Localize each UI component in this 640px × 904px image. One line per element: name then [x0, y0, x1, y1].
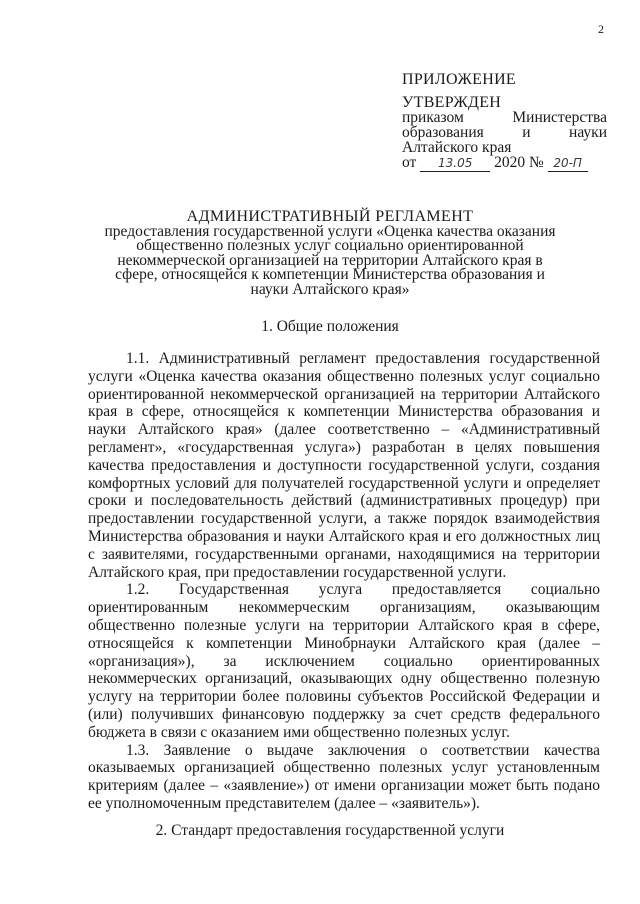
approved-by-order: приказом Министерства образования и науки Алтайского края — [402, 109, 607, 156]
title-subtitle: предоставления государственной услуги «Оценка качества оказания общественно полезных услуг социально ориентированной некоммерческой организацией на территории Алтайского края в сфере, относящейся к компетенции Министерства образования и науки Алтайского края» — [104, 222, 556, 298]
handwritten-date: 13.05 — [420, 156, 490, 172]
section-2-heading: 2. Стандарт предоставления государственной услуги — [155, 822, 505, 839]
approval-block — [402, 72, 607, 172]
page-number: 2 — [598, 22, 604, 36]
order-date-line — [402, 155, 607, 172]
approved-heading: УТВЕРЖДЕН — [402, 94, 502, 111]
document-title — [100, 210, 560, 298]
section-1-heading: 1. Общие положения — [261, 318, 399, 335]
date-prefix: от — [402, 154, 417, 171]
handwritten-order-number: 20-П — [548, 156, 588, 172]
section-1-body — [88, 350, 600, 813]
title-main: АДМИНИСТРАТИВНЫЙ РЕГЛАМЕНТ — [186, 208, 474, 225]
paragraph-1-2: 1.2. Государственная услуга предоставляется социально ориентированным некоммерческим организациям, оказывающим общественно полезные услуги на территории Алтайского края в сфере, относящейся к компетенции Минобрнауки Алтайского края (далее – «организация»), за исключением социально ориентированных некоммерческих организаций, оказывающих одну общественно полезную услугу на территории более половины субъектов Российской Федерации и (или) получивших финансовую поддержку за счет средств федерального бюджета в связи с оказанием ими общественно полезных услуг. — [88, 581, 600, 741]
appendix-heading: ПРИЛОЖЕНИЕ — [402, 71, 517, 88]
paragraph-1-3: 1.3. Заявление о выдаче заключения о соответствии качества оказываемых организацией общественно полезных услуг установленным критериям (далее – «заявление») от имени организации может быть подано ее уполномоченным представителем (далее – «заявитель»). — [88, 741, 600, 812]
paragraph-1-1: 1.1. Административный регламент предоставления государственной услуги «Оценка качества оказания общественно полезных услуг социально ориентированной некоммерческой организацией на территории Алтайского края в сфере, относящейся к компетенции Министерства образования и науки Алтайского края» (далее соответственно – «Административный регламент», «государственная услуга») разработан в целях повышения качества предоставления и доступности государственной услуги, создания комфортных условий для получателей государственной услуги и определяет сроки и последовательность действий (административных процедур) при предоставлении государственной услуги, а также порядок взаимодействия Министерства образования и науки Алтайского края и его должностных лиц с заявителями, государственными органами, находящимися на территории Алтайского края, при предоставлении государственной услуги. — [88, 350, 600, 581]
year-and-number-label: 2020 № — [494, 154, 544, 171]
